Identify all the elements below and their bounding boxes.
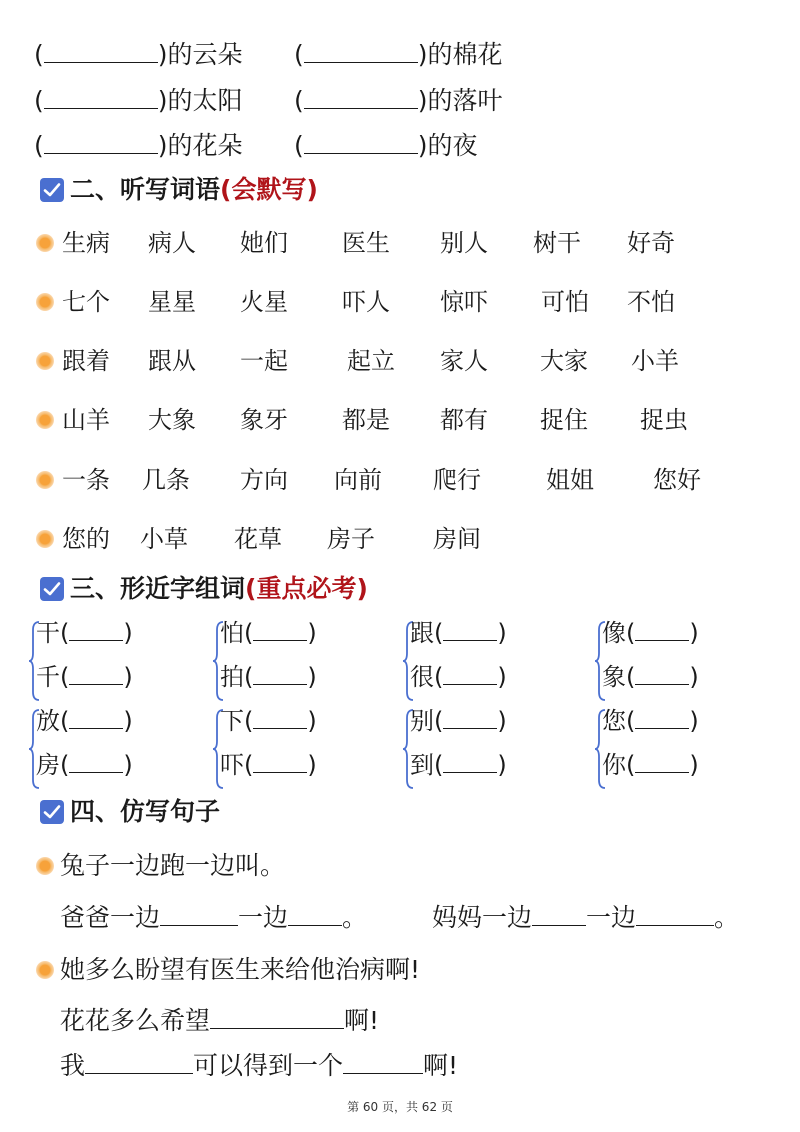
similar-char: 拍 [220,663,244,691]
similar-char: 很 [410,663,434,691]
answer-blank[interactable] [443,750,497,773]
dictation-word: 向前 [334,466,382,494]
char-fill-item: 千( ) [36,663,133,691]
phrase-fill: ( )的云朵 [34,40,243,69]
phrase-fill: ( )的棉花 [294,40,503,69]
dictation-word: 她们 [240,229,288,257]
char-fill-item: 吓( ) [220,751,317,779]
similar-char: 千 [36,663,60,691]
dictation-word: 房间 [433,525,481,553]
dictation-word: 一条 [62,466,110,494]
similar-char: 像 [602,619,626,647]
dictation-word: 可怕 [541,288,589,316]
imitation-sentence: 爸爸一边 一边 。 [60,903,368,932]
similar-char: 房 [36,751,60,779]
dictation-word: 生病 [62,229,110,257]
dictation-word: 大家 [540,347,588,375]
dictation-word: 吓人 [342,288,390,316]
answer-blank[interactable] [443,618,497,641]
dictation-word: 都是 [342,406,390,434]
section-3-heading [70,574,368,604]
dictation-word: 捉虫 [640,406,688,434]
dictation-word: 家人 [440,347,488,375]
bullet-dot [36,961,54,979]
dictation-word: 象牙 [240,406,288,434]
char-fill-item: 你( ) [602,751,699,779]
char-fill-item: 拍( ) [220,663,317,691]
answer-blank[interactable] [635,662,689,685]
char-fill-item: 下( ) [220,707,317,735]
checkbox-icon [40,178,64,202]
dictation-word: 医生 [342,229,390,257]
section-note: (会默写) [220,175,318,204]
char-fill-item: 很( ) [410,663,507,691]
similar-char: 吓 [220,751,244,779]
answer-blank[interactable] [253,706,307,729]
answer-blank[interactable] [253,750,307,773]
dictation-word: 方向 [240,466,288,494]
dictation-word: 病人 [148,229,196,257]
dictation-word: 都有 [440,406,488,434]
dictation-word: 一起 [240,347,288,375]
dictation-word: 星星 [148,288,196,316]
bullet-dot [36,530,54,548]
page-number: 第 60 页，共 62 页 [347,1100,453,1114]
char-fill-item: 干( ) [36,619,133,647]
answer-blank[interactable] [69,750,123,773]
dictation-word: 山羊 [62,406,110,434]
dictation-word: 捉住 [540,406,588,434]
similar-char: 放 [36,707,60,735]
section-title: 四、仿写句子 [70,797,221,826]
char-fill-item: 房( ) [36,751,133,779]
section-note: (重点必考) [245,574,368,603]
dictation-word: 跟着 [62,347,110,375]
example-sentence: 兔子一边跑一边叫。 [60,851,286,880]
dictation-word: 跟从 [148,347,196,375]
answer-blank[interactable] [69,662,123,685]
similar-char: 跟 [410,619,434,647]
bullet-dot [36,234,54,252]
char-fill-item: 像( ) [602,619,699,647]
dictation-word: 爬行 [433,466,481,494]
char-fill-item: 象( ) [602,663,699,691]
dictation-word: 姐姐 [546,466,594,494]
dictation-word: 小草 [140,525,188,553]
similar-char: 象 [602,663,626,691]
answer-blank[interactable] [635,618,689,641]
char-fill-item: 跟( ) [410,619,507,647]
similar-char: 别 [410,707,434,735]
bullet-dot [36,471,54,489]
dictation-word: 树干 [533,229,581,257]
dictation-word: 好奇 [627,229,675,257]
dictation-word: 房子 [327,525,375,553]
similar-char: 到 [410,751,434,779]
dictation-word: 七个 [62,288,110,316]
answer-blank[interactable] [443,662,497,685]
imitation-sentence: 妈妈一边 一边 。 [432,903,740,932]
similar-char: 下 [220,707,244,735]
imitation-sentence: 花花多么希望 啊! [60,1006,380,1035]
dictation-word: 几条 [142,466,190,494]
similar-char: 您 [602,707,626,735]
dictation-word: 别人 [440,229,488,257]
phrase-fill: ( )的花朵 [34,131,243,160]
checkbox-icon [40,800,64,824]
bullet-dot [36,352,54,370]
example-sentence: 她多么盼望有医生来给他治病啊! [60,955,421,984]
dictation-word: 惊吓 [440,288,488,316]
dictation-word: 您好 [653,466,701,494]
answer-blank[interactable] [253,662,307,685]
section-title: 三、形近字组词 [70,574,246,603]
dictation-word: 不怕 [627,288,675,316]
dictation-word: 您的 [62,525,110,553]
char-fill-item: 您( ) [602,707,699,735]
answer-blank[interactable] [253,618,307,641]
answer-blank[interactable] [69,706,123,729]
char-fill-item: 别( ) [410,707,507,735]
section-4-heading [70,797,220,827]
bullet-dot [36,293,54,311]
dictation-word: 大象 [148,406,196,434]
phrase-fill: ( )的夜 [294,131,478,160]
dictation-word: 火星 [240,288,288,316]
answer-blank[interactable] [443,706,497,729]
similar-char: 你 [602,751,626,779]
section-2-heading [70,175,318,205]
char-fill-item: 放( ) [36,707,133,735]
dictation-word: 花草 [234,525,282,553]
dictation-word: 起立 [347,347,395,375]
answer-blank[interactable] [69,618,123,641]
similar-char: 干 [36,619,60,647]
bullet-dot [36,857,54,875]
phrase-fill: ( )的太阳 [34,86,243,115]
section-title: 二、听写词语 [70,175,221,204]
checkbox-icon [40,577,64,601]
imitation-sentence: 我 可以得到一个 啊! [60,1051,459,1080]
char-fill-item: 到( ) [410,751,507,779]
char-fill-item: 怕( ) [220,619,317,647]
bullet-dot [36,411,54,429]
phrase-fill: ( )的落叶 [294,86,503,115]
dictation-word: 小羊 [631,347,679,375]
similar-char: 怕 [220,619,244,647]
answer-blank[interactable] [635,750,689,773]
answer-blank[interactable] [635,706,689,729]
